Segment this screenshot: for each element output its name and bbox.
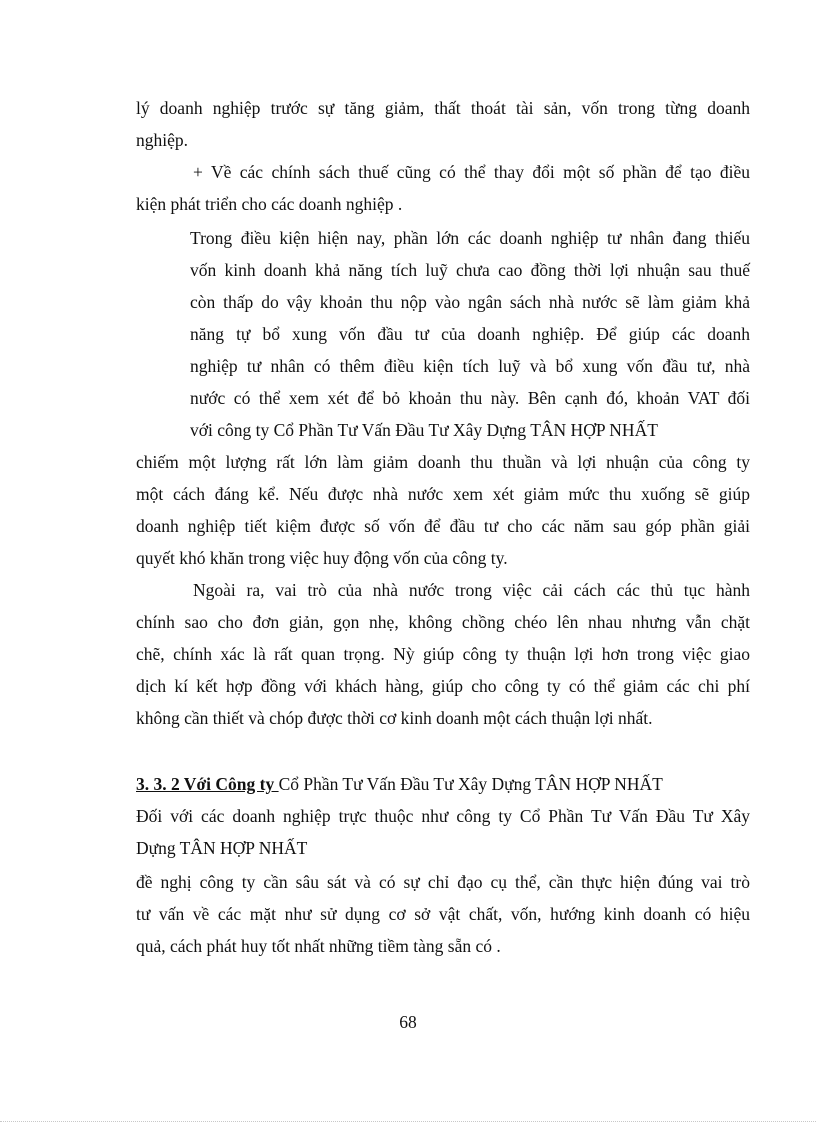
paragraph-3-line-5: nghiệp tư nhân có thêm điều kiện tích luỹ và bổ xung vốn đầu tư, nhà — [190, 356, 750, 376]
paragraph-5-line-1: Đối với các doanh nghiệp trực thuộc như công ty Cổ Phần Tư Vấn Đầu Tư Xây — [136, 806, 750, 826]
page-number: 68 — [399, 1012, 417, 1032]
page-bottom-divider — [0, 1121, 816, 1122]
paragraph-4-line-3: chẽ, chính xác là rất quan trọng. Nỳ giúp công ty thuận lợi hơn trong việc giao — [136, 644, 750, 664]
paragraph-1-line-1: lý doanh nghiệp trước sự tăng giảm, thất thoát tài sản, vốn trong từng doanh — [136, 98, 750, 118]
paragraph-3-line-11: quyết khó khăn trong việc huy động vốn của công ty. — [136, 548, 508, 568]
paragraph-4-line-5: không cần thiết và chóp được thời cơ kinh doanh một cách thuận lợi nhất. — [136, 708, 653, 728]
paragraph-4-line-2: chính sao cho đơn giản, gọn nhẹ, không chồng chéo lên nhau nhưng vẫn chặt — [136, 612, 750, 632]
paragraph-6-line-1: đề nghị công ty cần sâu sát và có sự chỉ đạo cụ thể, cần thực hiện đúng vai trò — [136, 872, 750, 892]
paragraph-4-line-4: dịch kí kết hợp đồng với khách hàng, giúp cho công ty có thể giảm các chi phí — [136, 676, 750, 696]
paragraph-3-line-10: doanh nghiệp tiết kiệm được số vốn để đầu tư cho các năm sau góp phần giải — [136, 516, 750, 536]
paragraph-6-line-2: tư vấn về các mặt như sử dụng cơ sở vật chất, vốn, hướng kinh doanh có hiệu — [136, 904, 750, 924]
paragraph-3-line-7: với công ty Cổ Phần Tư Vấn Đầu Tư Xây Dựng TÂN HỢP NHẤT — [190, 420, 658, 440]
paragraph-1-line-2: nghiệp. — [136, 130, 189, 150]
section-heading — [136, 768, 750, 800]
paragraph-4-line-1: Ngoài ra, vai trò của nhà nước trong việc cải cách các thủ tục hành — [193, 580, 750, 600]
paragraph-3-line-1: Trong điều kiện hiện nay, phần lớn các doanh nghiệp tư nhân đang thiếu — [190, 228, 750, 248]
paragraph-6-line-3: quả, cách phát huy tốt nhất những tiềm tàng sẵn có . — [136, 936, 501, 956]
paragraph-5-line-2: Dựng TÂN HỢP NHẤT — [136, 838, 308, 858]
section-heading-company: Cổ Phần Tư Vấn Đầu Tư Xây Dựng TÂN HỢP NHẤT — [278, 774, 663, 794]
paragraph-3-line-2: vốn kinh doanh khả năng tích luỹ chưa cao đồng thời lợi nhuận sau thuế — [190, 260, 750, 280]
paragraph-3-line-6: nước có thể xem xét để bỏ khoản thu này. Bên cạnh đó, khoản VAT đối — [190, 388, 750, 408]
paragraph-3-line-3: còn thấp do vậy khoản thu nộp vào ngân sách nhà nước sẽ làm giảm khả — [190, 292, 750, 312]
paragraph-3-line-8: chiếm một lượng rất lớn làm giảm doanh thu thuần và lợi nhuận của công ty — [136, 452, 750, 472]
paragraph-3-line-9: một cách đáng kể. Nếu được nhà nước xem xét giảm mức thu xuống sẽ giúp — [136, 484, 750, 504]
paragraph-2-line-2: kiện phát triển cho các doanh nghiệp . — [136, 194, 403, 214]
paragraph-3-line-4: năng tự bổ xung vốn đầu tư của doanh nghiệp. Để giúp các doanh — [190, 324, 750, 344]
paragraph-2-line-1: + Về các chính sách thuế cũng có thể thay đổi một số phần để tạo điều — [193, 162, 750, 182]
section-heading-number: 3. 3. 2 Với Công ty — [136, 774, 279, 794]
